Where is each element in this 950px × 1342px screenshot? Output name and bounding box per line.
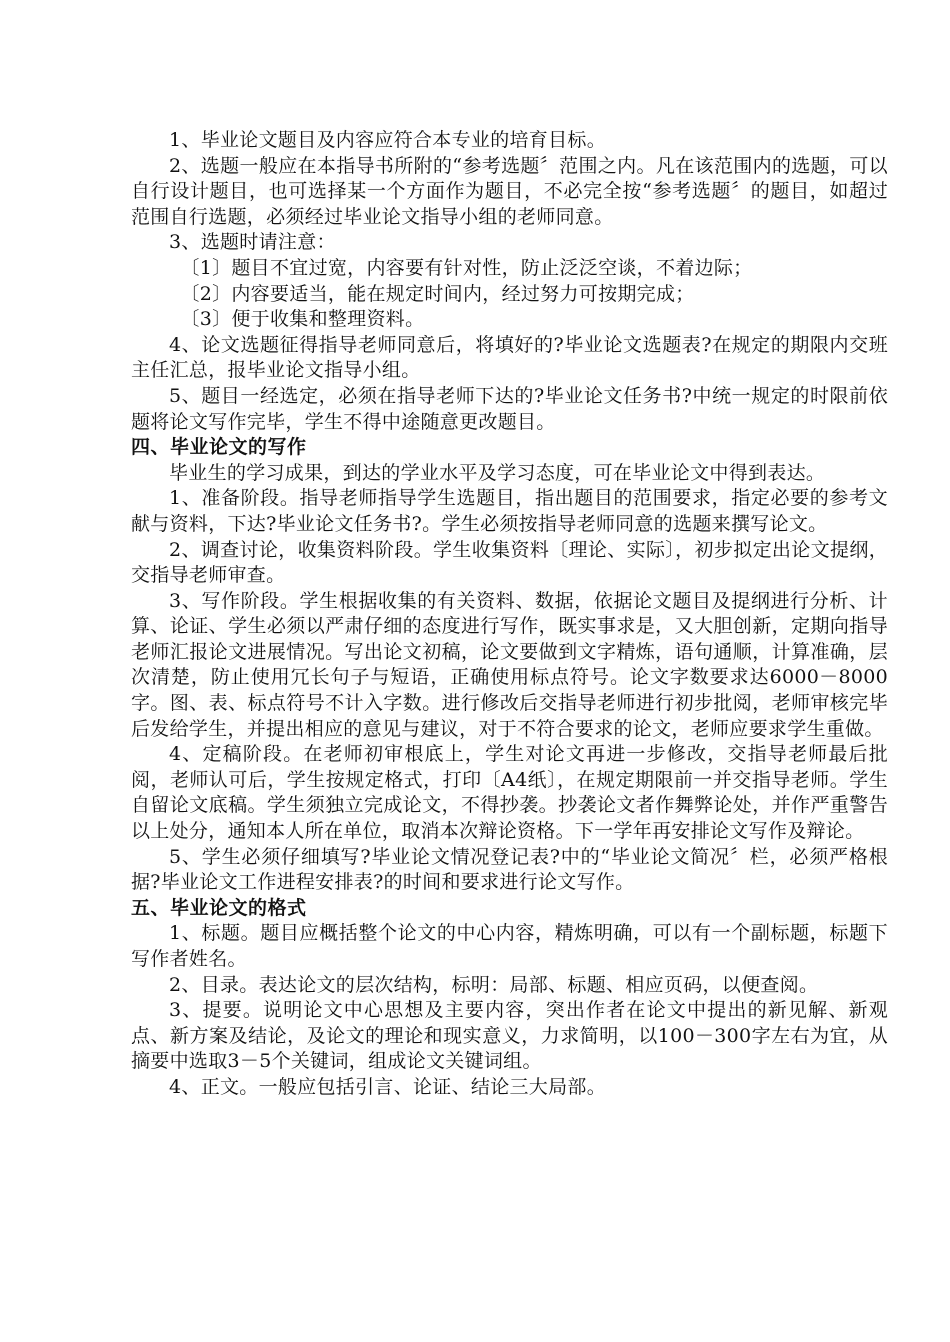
paragraph-format-2: 2、目录。表达论文的层次结构，标明：局部、标题、相应页码，以便查阅。 (169, 973, 819, 996)
section-heading-format: 五、毕业论文的格式 (131, 896, 307, 919)
paragraph-topic-4: 4、论文选题征得指导老师同意后，将填好的?毕业论文选题表?在规定的期限内交班主任汇总，报毕业论文指导小组。 (131, 333, 888, 382)
paragraph-format-1: 1、标题。题目应概括整个论文的中心内容，精炼明确，可以有一个副标题，标题下写作者姓名。 (131, 922, 888, 970)
document-page (131, 128, 888, 1101)
sub-item-2: 〔2〕内容要适当，能在规定时间内，经过努力可按期完成； (180, 282, 695, 305)
paragraph-topic-1: 1、毕业论文题目及内容应符合本专业的培育目标。 (169, 129, 606, 151)
paragraph-topic-5: 5、题目一经选定，必须在指导老师下达的?毕业论文任务书?中统一规定的时限前依题将论文写作完毕，学生不得中途随意更改题目。 (131, 384, 888, 433)
paragraph-writing-2: 2、调查讨论，收集资料阶段。学生收集资料〔理论、实际〕，初步拟定出论文提纲，交指导老师审查。 (131, 538, 888, 587)
paragraph-format-4: 4、正文。一般应包括引言、论证、结论三大局部。 (169, 1075, 606, 1098)
paragraph-topic-2: 2、选题一般应在本指导书所附的“参考选题〞范围之内。凡在该范围内的选题，可以自行设计题目，也可选择某一个方面作为题目，不必完全按“参考选题〞的题目，如超过范围自行选题，必须经过毕业论文指导小组的老师同意。 (131, 154, 888, 228)
paragraph-writing-4: 4、定稿阶段。在老师初审根底上，学生对论文再进一步修改，交指导老师最后批阅，老师认可后，学生按规定格式，打印〔A4纸〕，在规定期限前一并交指导老师。学生自留论文底稿。学生须独立完成论文，不得抄袭。抄袭论文者作舞弊论处，并作严重警告以上处分，通知本人所在单位，取消本次辩论资格。下一学年再安排论文写作及辩论。 (131, 743, 888, 843)
paragraph-topic-3: 3、选题时请注意： (169, 231, 336, 254)
paragraph-writing-3: 3、写作阶段。学生根据收集的有关资料、数据，依据论文题目及提纲进行分析、计算、论证、学生必须以严肃仔细的态度进行写作，既实事求是，又大胆创新，定期向指导老师汇报论文进展情况。写出论文初稿，论文要做到文字精炼，语句通顺，计算准确，层次清楚，防止使用冗长句子与短语，正确使用标点符号。论文字数要求达6000－8000字。图、表、标点符号不计入字数。进行修改后交指导老师进行初步批阅，老师审核完毕后发给学生，并提出相应的意见与建议，对于不符合要求的论文，老师应要求学生重做。 (131, 589, 888, 740)
paragraph-writing-1: 1、准备阶段。指导老师指导学生选题目，指出题目的范围要求，指定必要的参考文献与资料，下达?毕业论文任务书?。学生必须按指导老师同意的选题来撰写论文。 (131, 487, 888, 535)
paragraph-writing-intro: 毕业生的学习成果，到达的学业水平及学习态度，可在毕业论文中得到表达。 (169, 461, 826, 484)
paragraph-format-3: 3、提要。说明论文中心思想及主要内容，突出作者在论文中提出的新见解、新观点、新方案及结论，及论文的理论和现实意义，力求简明，以100－300字左右为宜，从摘要中选取3－5个关键词，组成论文关键词组。 (131, 999, 888, 1073)
paragraph-writing-5: 5、学生必须仔细填写?毕业论文情况登记表?中的“毕业论文简况〞栏，必须严格根据?毕业论文工作进程安排表?的时间和要求进行论文写作。 (131, 845, 888, 894)
sub-item-1: 〔1〕题目不宜过宽，内容要有针对性，防止泛泛空谈，不着边际； (180, 256, 753, 279)
sub-item-3: 〔3〕便于收集和整理资料。 (180, 308, 425, 331)
section-heading-writing: 四、毕业论文的写作 (131, 436, 307, 459)
